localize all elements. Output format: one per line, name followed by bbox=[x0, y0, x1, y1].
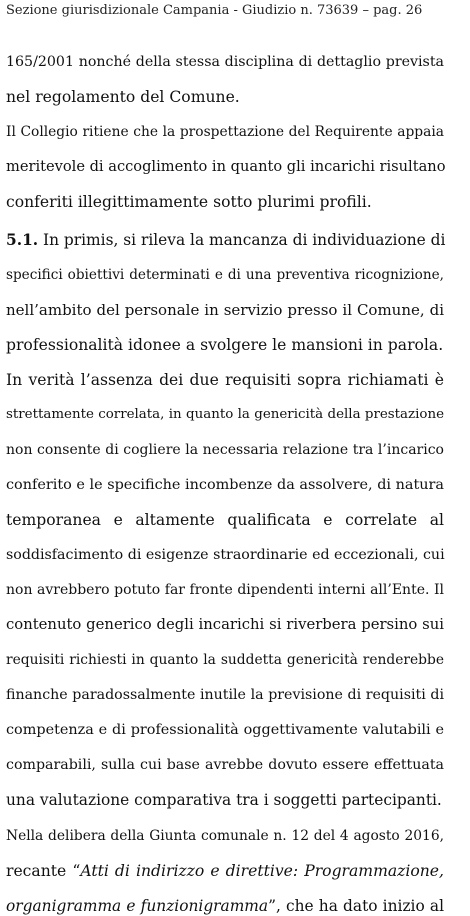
text-line: conferiti illegittimamente sotto plurimi profili. bbox=[6, 193, 372, 211]
text-line: In verità l’assenza dei due requisiti sopra richiamati è bbox=[6, 371, 444, 389]
text-line: recante “Atti di indirizzo e direttive: Programmazione, bbox=[6, 862, 444, 880]
text-line: strettamente correlata, in quanto la genericità della prestazione bbox=[6, 407, 444, 422]
text-line: comparabili, sulla cui base avrebbe dovuto essere effettuata bbox=[6, 757, 444, 773]
quoted-title: Atti di indirizzo e direttive: Programmazione, bbox=[80, 862, 444, 880]
text-line: contenuto generico degli incarichi si riverbera persino sui bbox=[6, 616, 444, 633]
text-line: requisiti richiesti in quanto la suddetta genericità renderebbe bbox=[6, 652, 444, 668]
text-line: non consente di cogliere la necessaria relazione tra l’incarico bbox=[6, 442, 444, 458]
quoted-title: organigramma e funzionigramma bbox=[6, 897, 269, 915]
text-line: conferito e le specifiche incombenze da assolvere, di natura bbox=[6, 477, 444, 493]
text-line: finanche paradossalmente inutile la previsione di requisiti di bbox=[6, 687, 444, 703]
text-line: 165/2001 nonché della stessa disciplina di dettaglio prevista bbox=[6, 54, 444, 70]
text-line: competenza e di professionalità oggettivamente valutabili e bbox=[6, 722, 444, 738]
text-line: soddisfacimento di esigenze straordinarie ed eccezionali, cui bbox=[6, 547, 445, 563]
text-line: Nella delibera della Giunta comunale n. 12 del 4 agosto 2016, bbox=[6, 828, 444, 844]
running-header: Sezione giurisdizionale Campania - Giudizio n. 73639 – pag. 26 bbox=[6, 3, 423, 18]
text-line: una valutazione comparativa tra i soggetti partecipanti. bbox=[6, 791, 442, 809]
text-line: nell’ambito del personale in servizio presso il Comune, di bbox=[6, 301, 444, 319]
text-line: professionalità idonee a svolgere le mansioni in parola. bbox=[6, 336, 444, 354]
text-line: specifici obiettivi determinati e di una preventiva ricognizione, bbox=[6, 267, 444, 283]
text-line: meritevole di accoglimento in quanto gli incarichi risultano bbox=[6, 158, 446, 175]
text-line: non avrebbero potuto far fronte dipendenti interni all’Ente. Il bbox=[6, 582, 444, 598]
text-line: nel regolamento del Comune. bbox=[6, 88, 240, 106]
text-line: Il Collegio ritiene che la prospettazione del Requirente appaia bbox=[6, 124, 444, 140]
text-line: organigramma e funzionigramma”, che ha dato inizio al bbox=[6, 897, 444, 915]
section-heading-line: 5.1. In primis, si rileva la mancanza di individuazione di bbox=[6, 231, 446, 249]
text-line: temporanea e altamente qualificata e correlate al bbox=[6, 511, 444, 529]
section-number: 5.1. bbox=[6, 231, 39, 249]
